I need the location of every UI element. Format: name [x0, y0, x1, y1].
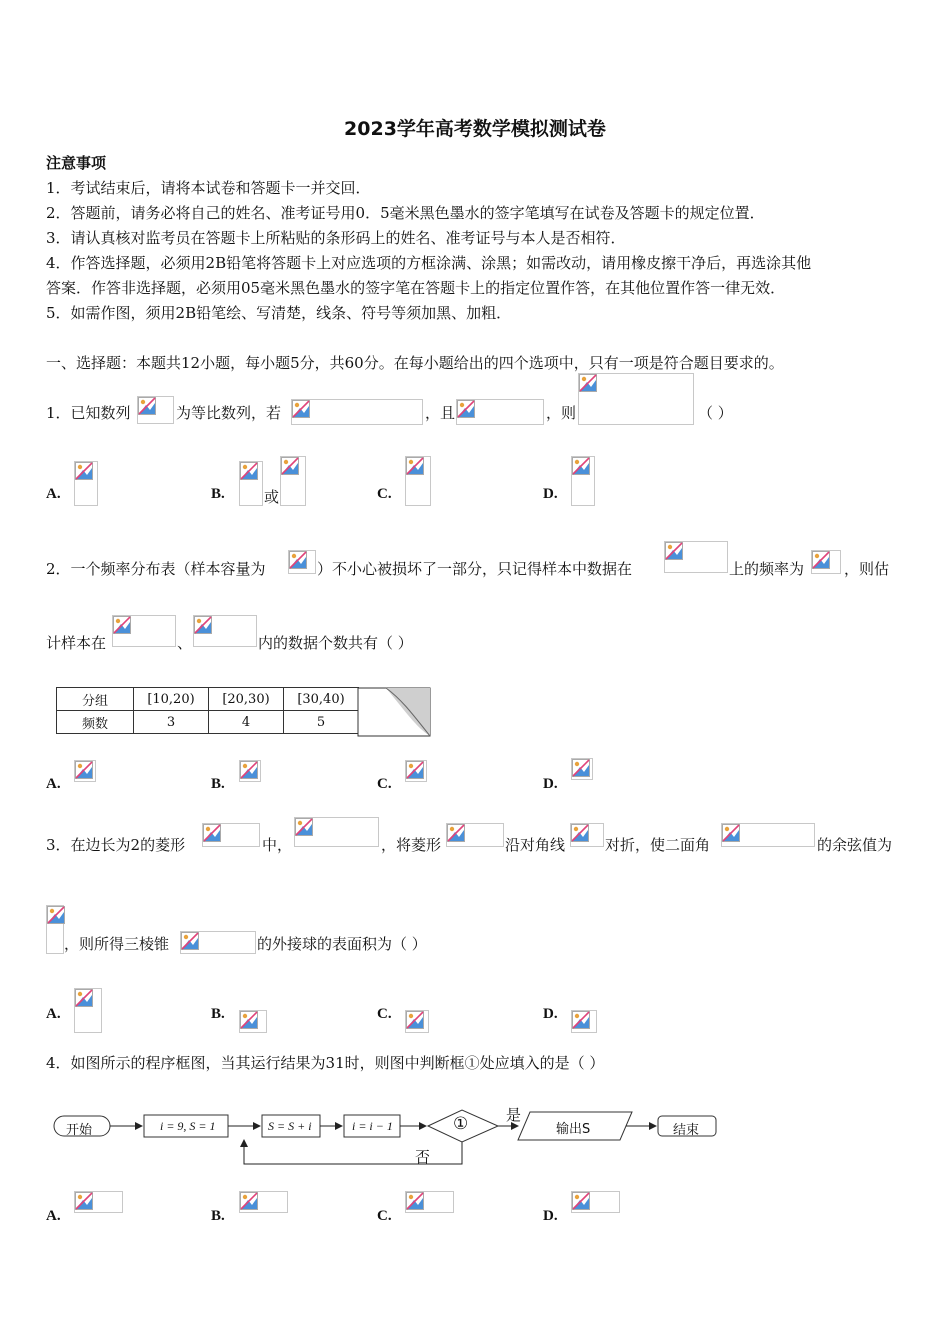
- broken-image-icon: [571, 456, 595, 506]
- option-a-label: A.: [46, 776, 61, 792]
- broken-image-icon: [446, 823, 504, 847]
- page-title: 2023学年高考数学模拟测试卷: [344, 118, 606, 140]
- option-b-label: B.: [211, 1208, 225, 1224]
- q4-text: 4．如图所示的程序框图，当其运行结果为31时，则图中判断框①处应填入的是（ ）: [46, 1054, 605, 1072]
- program-flowchart: [46, 1100, 736, 1172]
- broken-image-icon: [811, 550, 841, 574]
- q1-text: 为等比数列，若: [176, 404, 282, 422]
- notes-heading: 注意事项: [46, 154, 107, 172]
- broken-image-icon: [46, 905, 64, 954]
- broken-image-icon: [180, 931, 256, 954]
- table-header-cell: 分组: [57, 688, 134, 711]
- broken-image-icon: [294, 817, 379, 847]
- note-item: 答案．作答非选择题，必须用05毫米黑色墨水的签字笔在答题卡上的指定位置作答，在其他位置作答一律无效．: [46, 279, 786, 297]
- note-item: 4．作答选择题，必须用2B铅笔将答题卡上对应选项的方框涂满、涂黑；如需改动，请用橡皮擦干净后，再选涂其他: [46, 254, 812, 272]
- q2-text: 内的数据个数共有（ ）: [258, 634, 413, 652]
- q3-text: ，将菱形: [381, 836, 442, 854]
- broken-image-icon: [664, 541, 728, 573]
- broken-image-icon: [74, 760, 96, 782]
- broken-image-icon: [578, 373, 694, 425]
- broken-image-icon: [405, 1191, 454, 1213]
- q3-text: 的外接球的表面积为（ ）: [257, 935, 427, 953]
- table-header-cell: [10,20): [134, 688, 209, 711]
- broken-image-icon: [456, 399, 544, 425]
- q1-text: 1．已知数列: [46, 404, 131, 422]
- broken-image-icon: [74, 988, 102, 1033]
- broken-image-icon: [137, 396, 174, 424]
- option-d-label: D.: [543, 1006, 558, 1022]
- flow-start-label: 开始: [66, 1123, 93, 1138]
- q3-text: 的余弦值为: [817, 836, 893, 854]
- broken-image-icon: [571, 1010, 597, 1033]
- option-d-label: D.: [543, 486, 558, 502]
- flow-decision-label: ①: [453, 1114, 469, 1134]
- broken-image-icon: [291, 399, 423, 425]
- broken-image-icon: [405, 760, 427, 782]
- table-cell: 4: [209, 711, 284, 734]
- broken-image-icon: [288, 550, 316, 574]
- broken-image-icon: [571, 1191, 620, 1213]
- option-a-label: A.: [46, 1208, 61, 1224]
- flow-assign-label: S = S + i: [268, 1119, 312, 1133]
- flow-end-label: 结束: [673, 1123, 700, 1138]
- flow-output-label: 输出S: [556, 1122, 591, 1137]
- broken-image-icon: [405, 456, 431, 506]
- q2-text: 2．一个频率分布表（样本容量为: [46, 560, 266, 578]
- broken-image-icon: [239, 1191, 288, 1213]
- section-heading: 一、选择题：本题共12小题，每小题5分，共60分。在每小题给出的四个选项中，只有一项是符合题目要求的。: [46, 354, 784, 372]
- option-c-label: C.: [377, 776, 392, 792]
- q3-text: 中，: [262, 836, 293, 854]
- option-a-label: A.: [46, 1006, 61, 1022]
- flow-init-label: i = 9, S = 1: [160, 1119, 216, 1133]
- flow-dec-label: i = i − 1: [352, 1119, 393, 1133]
- q2-text: ）不小心被损坏了一部分，只记得样本中数据在: [317, 560, 633, 578]
- option-b-label: B.: [211, 486, 225, 502]
- broken-image-icon: [74, 461, 98, 506]
- option-b-label: B.: [211, 1006, 225, 1022]
- note-item: 5．如需作图，须用2B铅笔绘、写清楚，线条、符号等须加黑、加粗．: [46, 304, 512, 322]
- q3-text: 对折，使二面角: [605, 836, 711, 854]
- q1-text: ，则: [546, 404, 577, 422]
- note-item: 3．请认真核对监考员在答题卡上所粘贴的条形码上的姓名、准考证号与本人是否相符．: [46, 229, 626, 247]
- q1-or: 或: [264, 488, 280, 506]
- option-d-label: D.: [543, 1208, 558, 1224]
- table-header-cell: [30,40): [284, 688, 359, 711]
- option-a-label: A.: [46, 486, 61, 502]
- q1-text: （ ）: [698, 404, 733, 422]
- option-c-label: C.: [377, 486, 392, 502]
- broken-image-icon: [112, 615, 176, 647]
- broken-image-icon: [202, 823, 260, 847]
- q2-text: 计样本在: [46, 634, 107, 652]
- table-cell: 3: [134, 711, 209, 734]
- q2-text: 、: [177, 634, 193, 652]
- broken-image-icon: [405, 1010, 429, 1033]
- table-row-label: 频数: [57, 711, 134, 734]
- flow-no-label: 否: [415, 1148, 431, 1166]
- option-b-label: B.: [211, 776, 225, 792]
- broken-image-icon: [280, 456, 306, 506]
- option-d-label: D.: [543, 776, 558, 792]
- broken-image-icon: [239, 461, 263, 506]
- q3-text: 沿对角线: [505, 836, 566, 854]
- q2-text: ，则估: [844, 560, 890, 578]
- table-cell: 5: [284, 711, 359, 734]
- q3-text: 3．在边长为2的菱形: [46, 836, 186, 854]
- q3-text: ，则所得三棱锥: [64, 935, 170, 953]
- broken-image-icon: [721, 823, 815, 847]
- frequency-table: [56, 687, 359, 734]
- torn-page-corner: [356, 687, 432, 737]
- broken-image-icon: [571, 758, 593, 780]
- broken-image-icon: [193, 615, 257, 647]
- note-item: 2．答题前，请务必将自己的姓名、准考证号用0．5毫米黑色墨水的签字笔填写在试卷及答题卡的规定位置．: [46, 204, 765, 222]
- note-item: 1．考试结束后，请将本试卷和答题卡一并交回．: [46, 179, 371, 197]
- broken-image-icon: [74, 1191, 123, 1213]
- broken-image-icon: [239, 760, 261, 782]
- broken-image-icon: [239, 1010, 267, 1033]
- flow-yes-label: 是: [506, 1106, 522, 1124]
- option-c-label: C.: [377, 1208, 392, 1224]
- option-c-label: C.: [377, 1006, 392, 1022]
- table-header-cell: [20,30): [209, 688, 284, 711]
- q2-text: 上的频率为: [729, 560, 805, 578]
- q1-text: ，且: [425, 404, 456, 422]
- broken-image-icon: [570, 823, 604, 847]
